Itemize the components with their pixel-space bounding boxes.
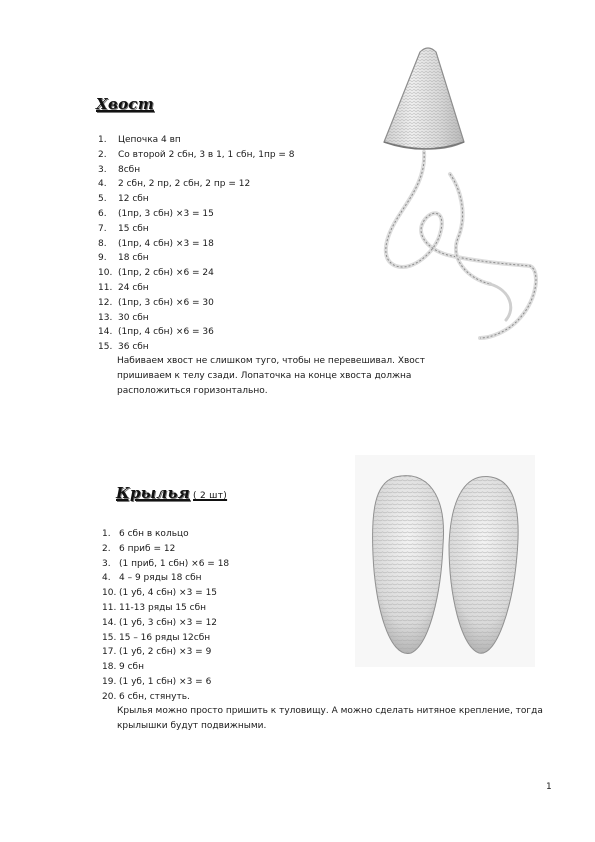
step-text: 6 приб = 12 xyxy=(119,543,176,554)
step-number: 11. xyxy=(102,602,117,613)
step-text: 8сбн xyxy=(118,164,141,175)
step-number: 7. xyxy=(98,223,107,234)
step-number: 2. xyxy=(98,149,107,160)
wings-instructions-note: Крылья можно просто пришить к туловищу. А можно сделать нитяное крепление, тогда крылышки будут подвижными. xyxy=(117,706,543,731)
step-text: (1пр, 4 сбн) ×6 = 36 xyxy=(118,327,214,338)
tail-photo xyxy=(340,38,545,350)
step-number: 14. xyxy=(102,617,117,628)
wings-quantity: ( 2 шт) xyxy=(193,491,228,501)
step-number: 8. xyxy=(98,238,107,249)
step-number: 13. xyxy=(98,312,113,323)
step-text: 30 сбн xyxy=(118,312,149,323)
step-text: 11-13 ряды 15 сбн xyxy=(119,602,207,613)
step-number: 10. xyxy=(98,268,113,279)
step-text: (1пр, 2 сбн) ×6 = 24 xyxy=(118,268,214,279)
step-number: 5. xyxy=(98,194,107,205)
step-text: (1пр, 3 сбн) ×3 = 15 xyxy=(118,208,214,219)
step-text: 18 сбн xyxy=(118,253,149,264)
step-number: 3. xyxy=(102,558,111,569)
step-text: 12 сбн xyxy=(118,194,149,205)
step-number: 6. xyxy=(98,208,107,219)
step-text: (1 уб, 3 сбн) ×3 = 12 xyxy=(119,617,218,628)
step-number: 19. xyxy=(102,676,117,687)
step-text: 24 сбн xyxy=(118,282,149,293)
tail-heading: Хвост xyxy=(96,95,154,113)
step-number: 4. xyxy=(102,573,111,584)
step-text: Цепочка 4 вп xyxy=(118,135,181,145)
step-number: 3. xyxy=(98,164,107,175)
step-text: (1 уб, 2 сбн) ×3 = 9 xyxy=(119,647,212,658)
step-text: 36 сбн xyxy=(118,342,149,353)
step-number: 4. xyxy=(98,179,107,190)
step-text: (1пр, 3 сбн) ×6 = 30 xyxy=(118,297,214,308)
page-number: 1 xyxy=(546,782,552,792)
wings-photo xyxy=(355,455,535,667)
step-number: 20. xyxy=(102,691,117,702)
step-text: Со второй 2 сбн, 3 в 1, 1 сбн, 1пр = 8 xyxy=(118,149,295,160)
step-number: 17. xyxy=(102,647,117,658)
step-text: 2 сбн, 2 пр, 2 сбн, 2 пр = 12 xyxy=(118,179,251,190)
step-number: 15. xyxy=(98,342,113,353)
step-number: 15. xyxy=(102,632,117,643)
step-text: 15 сбн xyxy=(118,223,149,234)
step-number: 14. xyxy=(98,327,113,338)
step-number: 12. xyxy=(98,297,113,308)
step-text: 6 сбн в кольцо xyxy=(119,529,189,539)
step-text: (1 приб, 1 сбн) ×6 = 18 xyxy=(119,558,230,569)
step-text: (1 уб, 1 сбн) ×3 = 6 xyxy=(119,676,212,687)
wings-heading: Крылья ( 2 шт) xyxy=(116,484,228,502)
step-text: 15 – 16 ряды 12сбн xyxy=(119,632,211,643)
step-number: 2. xyxy=(102,543,111,554)
step-number: 10. xyxy=(102,588,117,599)
step-text: 9 сбн xyxy=(119,662,144,673)
step-text: (1 уб, 4 сбн) ×3 = 15 xyxy=(119,588,218,599)
step-number: 11. xyxy=(98,282,113,293)
step-text: 4 – 9 ряды 18 сбн xyxy=(119,573,202,584)
step-number: 18. xyxy=(102,662,117,673)
tail-instructions-note: Набиваем хвост не слишком туго, чтобы не перевешивал. Хвост пришиваем к телу сзади. Лопаточка на конце хвоста должна расположиться горизонтально. xyxy=(117,356,425,396)
step-text: (1пр, 4 сбн) ×3 = 18 xyxy=(118,238,214,249)
step-number: 1. xyxy=(102,529,111,539)
step-text: 6 сбн, стянуть. xyxy=(119,691,190,702)
step-number: 1. xyxy=(98,135,107,145)
step-number: 9. xyxy=(98,253,107,264)
